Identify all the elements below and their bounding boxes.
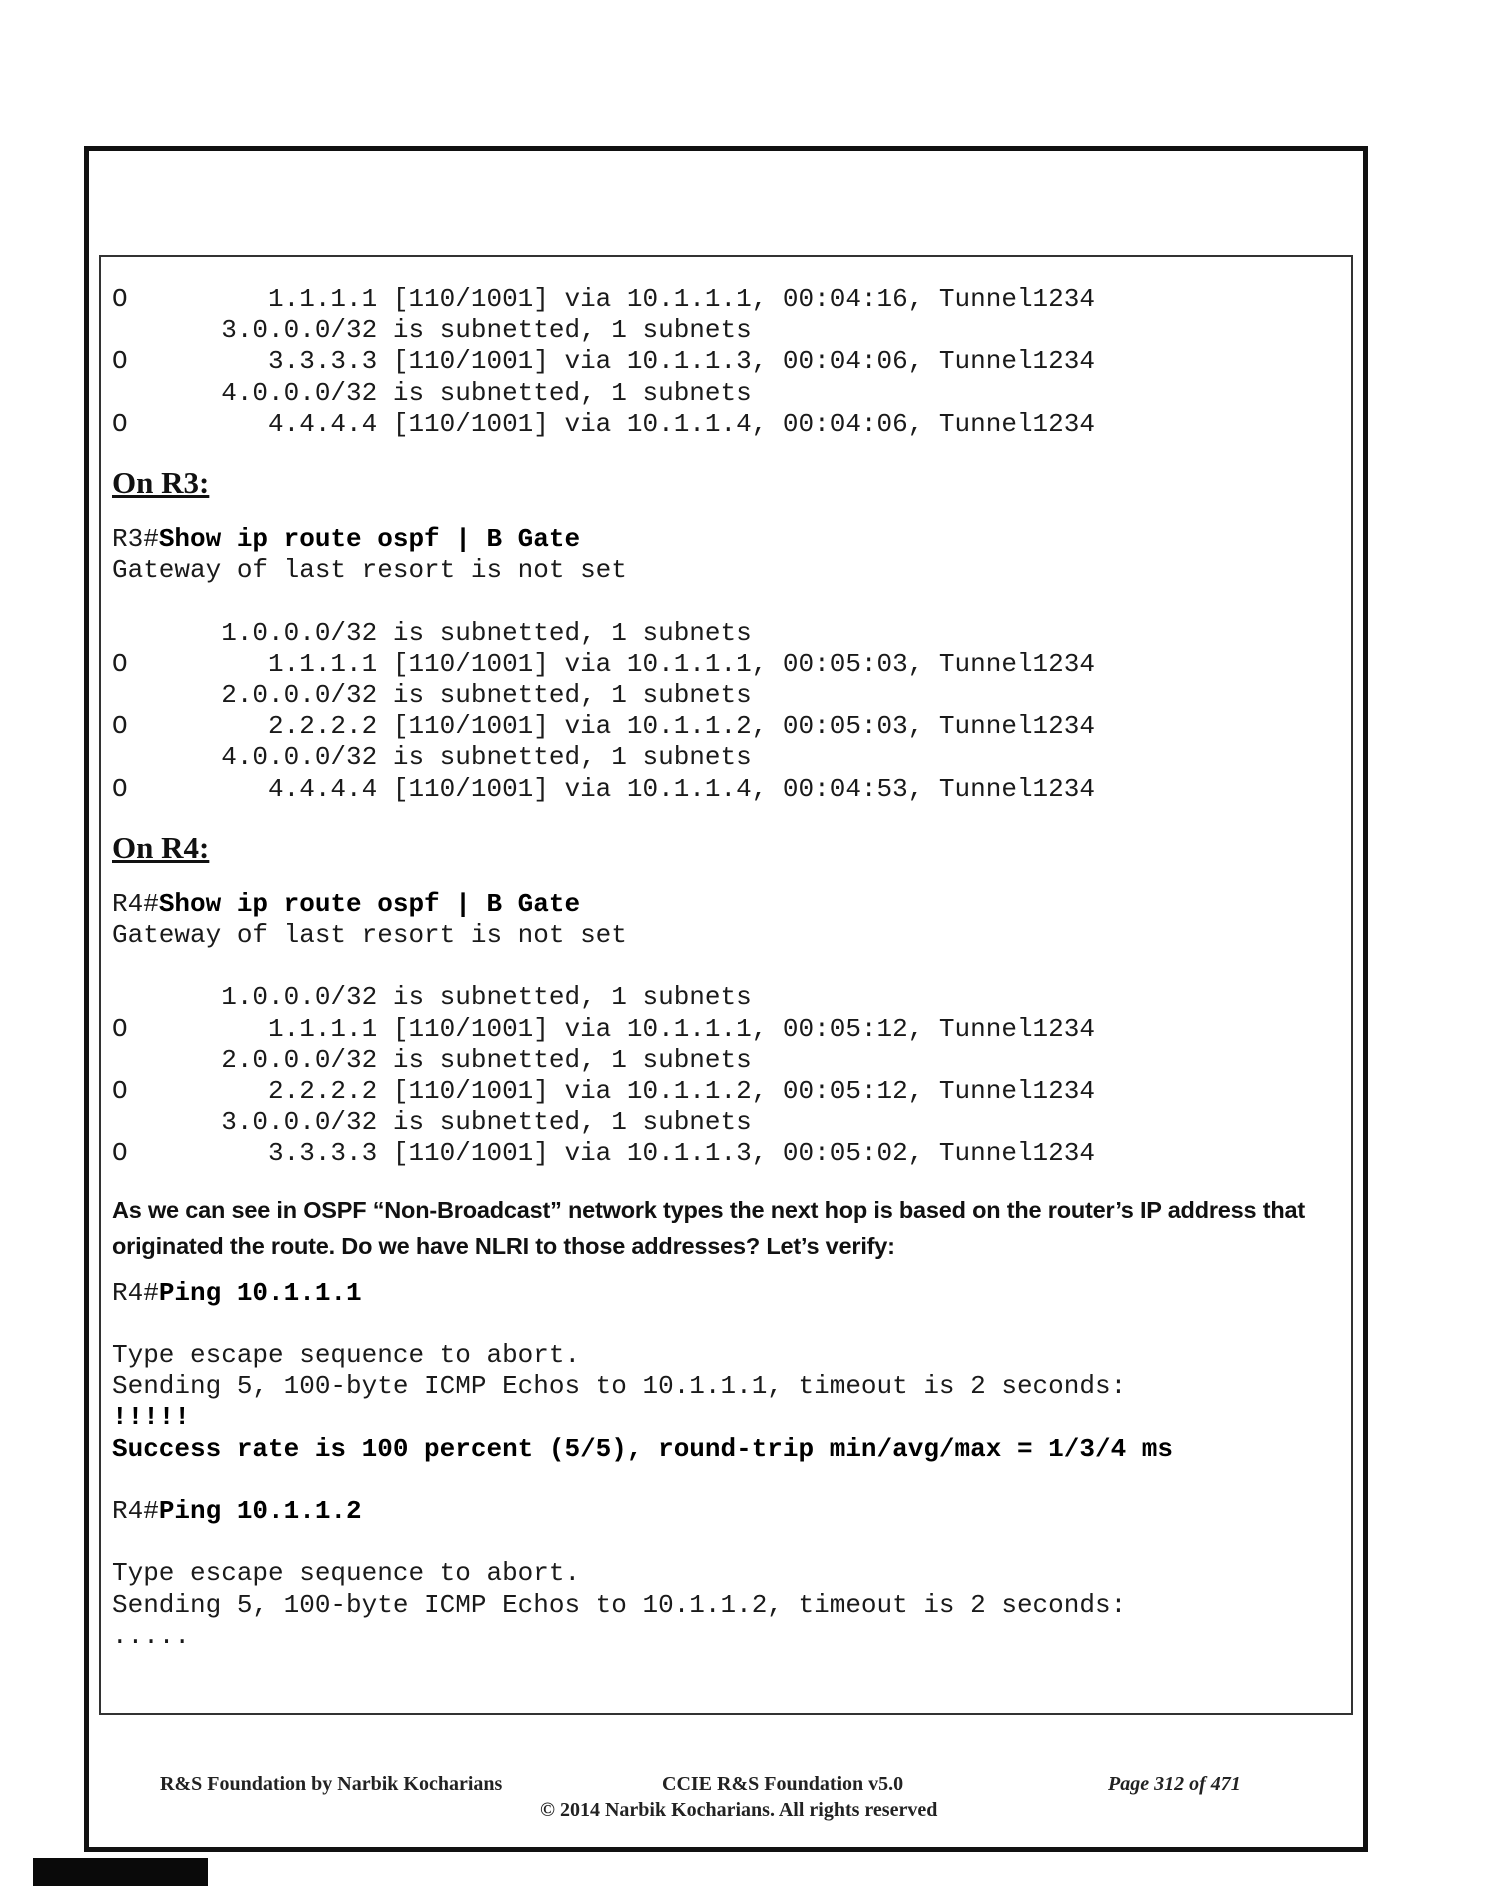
section-heading-r4: On R4:	[112, 829, 210, 865]
route-line: 3.0.0.0/32 is subnetted, 1 subnets	[112, 315, 752, 346]
route-line: 1.0.0.0/32 is subnetted, 1 subnets	[112, 617, 752, 648]
r3-output	[112, 524, 1342, 805]
cli-command: Show ip route ospf | B Gate	[158, 888, 581, 919]
ping-output-2	[112, 1496, 1342, 1652]
route-line: O 2.2.2.2 [110/1001] via 10.1.1.2, 00:05:12, Tunnel1234	[112, 1076, 1095, 1107]
cli-prompt: R4#	[112, 1496, 159, 1527]
route-line: O 3.3.3.3 [110/1001] via 10.1.1.3, 00:04:06, Tunnel1234	[112, 346, 1095, 377]
escape-line: Type escape sequence to abort.	[112, 1558, 581, 1589]
top-route-list	[112, 284, 1342, 440]
gateway-line: Gateway of last resort is not set	[112, 920, 627, 951]
route-line: 4.0.0.0/32 is subnetted, 1 subnets	[112, 377, 752, 408]
cli-command: Ping 10.1.1.1	[158, 1277, 362, 1308]
gateway-line: Gateway of last resort is not set	[112, 555, 627, 586]
escape-line: Type escape sequence to abort.	[112, 1340, 581, 1371]
route-line: O 1.1.1.1 [110/1001] via 10.1.1.1, 00:04:16, Tunnel1234	[112, 284, 1095, 314]
footer-page-number: Page 312 of 471	[1108, 1773, 1241, 1795]
cli-prompt: R4#	[112, 888, 159, 919]
footer-author: R&S Foundation by Narbik Kocharians	[160, 1773, 503, 1795]
r4-output	[112, 889, 1342, 1170]
document-body	[112, 284, 1342, 1652]
route-line: O 1.1.1.1 [110/1001] via 10.1.1.1, 00:05:12, Tunnel1234	[112, 1013, 1095, 1044]
command-line	[112, 524, 1342, 555]
ping-result-marks: .....	[112, 1620, 191, 1651]
route-line: O 2.2.2.2 [110/1001] via 10.1.1.2, 00:05:03, Tunnel1234	[112, 711, 1095, 742]
footer-copyright: © 2014 Narbik Kocharians. All rights reserved	[540, 1799, 938, 1821]
cli-command: Ping 10.1.1.2	[158, 1496, 362, 1527]
command-line	[112, 1278, 1342, 1309]
route-line: O 4.4.4.4 [110/1001] via 10.1.1.4, 00:04:06, Tunnel1234	[112, 408, 1095, 439]
route-line: O 4.4.4.4 [110/1001] via 10.1.1.4, 00:04:53, Tunnel1234	[112, 773, 1095, 804]
success-rate-line: Success rate is 100 percent (5/5), round-trip min/avg/max = 1/3/4 ms	[112, 1433, 1173, 1464]
route-line: 1.0.0.0/32 is subnetted, 1 subnets	[112, 982, 752, 1013]
cli-prompt: R3#	[112, 524, 159, 555]
redaction-bar	[33, 1858, 208, 1886]
ping-result-marks: !!!!!	[112, 1402, 191, 1433]
footer-course-title: CCIE R&S Foundation v5.0	[662, 1773, 904, 1795]
command-line	[112, 1496, 1342, 1527]
ping-output-1	[112, 1278, 1342, 1465]
command-line	[112, 889, 1342, 920]
route-line: 4.0.0.0/32 is subnetted, 1 subnets	[112, 742, 752, 773]
cli-command: Show ip route ospf | B Gate	[158, 524, 581, 555]
route-line: 2.0.0.0/32 is subnetted, 1 subnets	[112, 1044, 752, 1075]
sending-line: Sending 5, 100-byte ICMP Echos to 10.1.1.2, timeout is 2 seconds:	[112, 1589, 1127, 1620]
explanation-paragraph: As we can see in OSPF “Non-Broadcast” network types the next hop is based on the router’s IP address that originated the route. Do we have NLRI to those addresses? Let’s verify:	[112, 1196, 1306, 1259]
route-line: O 3.3.3.3 [110/1001] via 10.1.1.3, 00:05:02, Tunnel1234	[112, 1138, 1095, 1169]
route-line: 2.0.0.0/32 is subnetted, 1 subnets	[112, 680, 752, 711]
route-line: 3.0.0.0/32 is subnetted, 1 subnets	[112, 1107, 752, 1138]
section-heading-r3: On R3:	[112, 465, 210, 501]
cli-prompt: R4#	[112, 1277, 159, 1308]
sending-line: Sending 5, 100-byte ICMP Echos to 10.1.1.1, timeout is 2 seconds:	[112, 1371, 1127, 1402]
route-line: O 1.1.1.1 [110/1001] via 10.1.1.1, 00:05:03, Tunnel1234	[112, 648, 1095, 679]
